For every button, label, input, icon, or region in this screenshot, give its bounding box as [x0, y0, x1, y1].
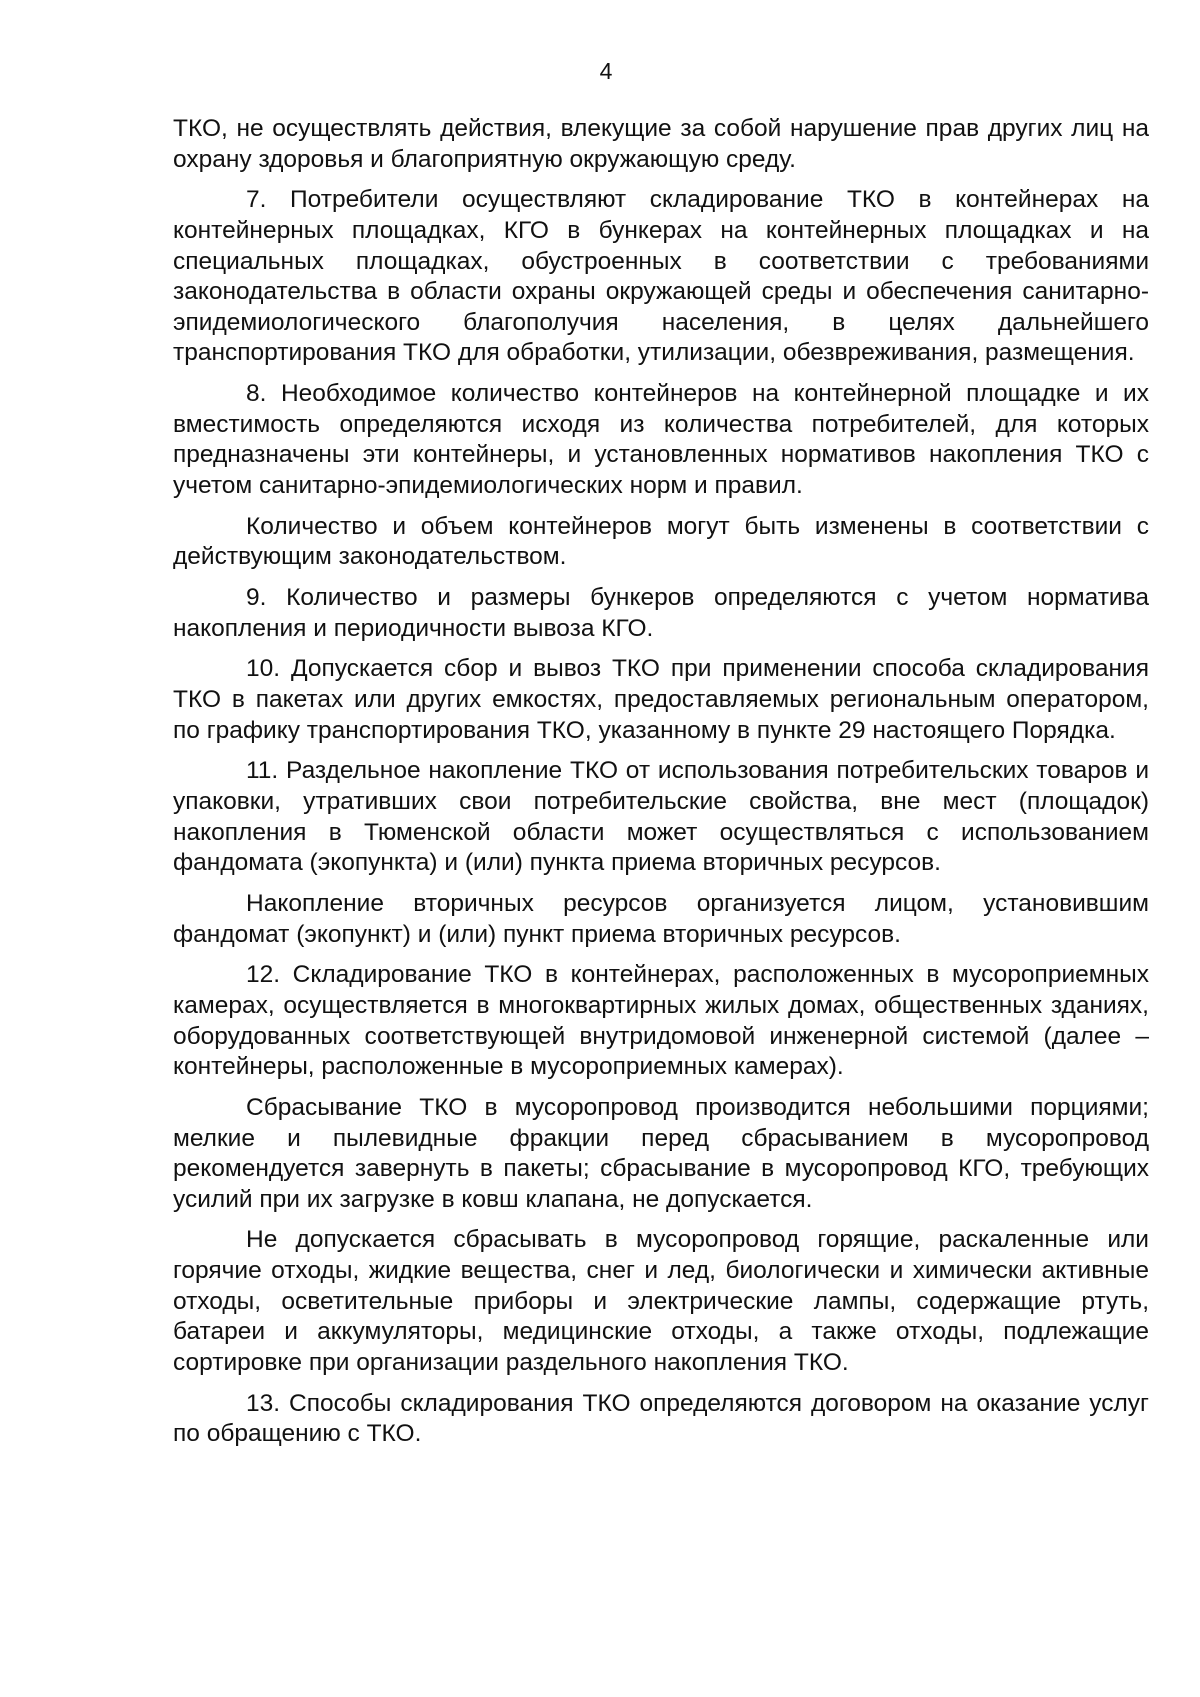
- paragraph-item-11: 11. Раздельное накопление ТКО от использования потребительских товаров и упаковки, утративших свои потребительские свойства, вне мест (площадок) накопления в Тюменской области может осуществляться с использованием фандомата (экопункта) и (или) пункта приема вторичных ресурсов.: [173, 757, 1149, 877]
- paragraph-item-10: 10. Допускается сбор и вывоз ТКО при применении способа складирования ТКО в пакетах или других емкостях, предоставляемых региональным оператором, по графику транспортирования ТКО, указанному в пункте 29 настоящего Порядка.: [173, 655, 1149, 744]
- paragraph-item-7: 7. Потребители осуществляют складирование ТКО в контейнерах на контейнерных площадках, КГО в бункерах на контейнерных площадках и на специальных площадках, обустроенных в соответствии с требованиями законодательства в области охраны окружающей среды и обеспечения санитарно-эпидемиологического благополучия населения, в целях дальнейшего транспортирования ТКО для обработки, утилизации, обезвреживания, размещения.: [173, 186, 1149, 367]
- paragraph-item-12: 12. Складирование ТКО в контейнерах, расположенных в мусороприемных камерах, осуществляется в многоквартирных жилых домах, общественных зданиях, оборудованных соответствующей внутридомовой инженерной системой (далее – контейнеры, расположенные в мусороприемных камерах).: [173, 961, 1149, 1081]
- paragraph-item-13: 13. Способы складирования ТКО определяются договором на оказание услуг по обращению с ТКО.: [173, 1389, 1149, 1448]
- paragraph-item-8-note: Количество и объем контейнеров могут быть изменены в соответствии с действующим законодательством.: [173, 512, 1149, 571]
- page-number: 4: [599, 58, 613, 84]
- paragraph-item-8: 8. Необходимое количество контейнеров на контейнерной площадке и их вместимость определяются исходя из количества потребителей, для которых предназначены эти контейнеры, и установленных нормативов накопления ТКО с учетом санитарно-эпидемиологических норм и правил.: [173, 380, 1149, 499]
- paragraph-item-12-chute-rules: Сбрасывание ТКО в мусоропровод производится небольшими порциями; мелкие и пылевидные фракции перед сбрасыванием в мусоропровод рекомендуется завернуть в пакеты; сбрасывание в мусоропровод КГО, требующих усилий при их загрузке в ковш клапана, не допускается.: [173, 1093, 1149, 1213]
- paragraph-continuation: ТКО, не осуществлять действия, влекущие за собой нарушение прав других лиц на охрану здоровья и благоприятную окружающую среду.: [173, 115, 1149, 173]
- document-body: [173, 114, 1149, 1460]
- paragraph-item-12-prohibited: Не допускается сбрасывать в мусоропровод горящие, раскаленные или горячие отходы, жидкие вещества, снег и лед, биологически и химически активные отходы, осветительные приборы и электрические лампы, содержащие ртуть, батареи и аккумуляторы, медицинские отходы, а также отходы, подлежащие сортировке при организации раздельного накопления ТКО.: [173, 1226, 1149, 1376]
- paragraph-item-11-note: Накопление вторичных ресурсов организуется лицом, установившим фандомат (экопункт) и (или) пункт приема вторичных ресурсов.: [173, 889, 1149, 948]
- paragraph-item-9: 9. Количество и размеры бункеров определяются с учетом норматива накопления и периодичности вывоза КГО.: [173, 584, 1149, 642]
